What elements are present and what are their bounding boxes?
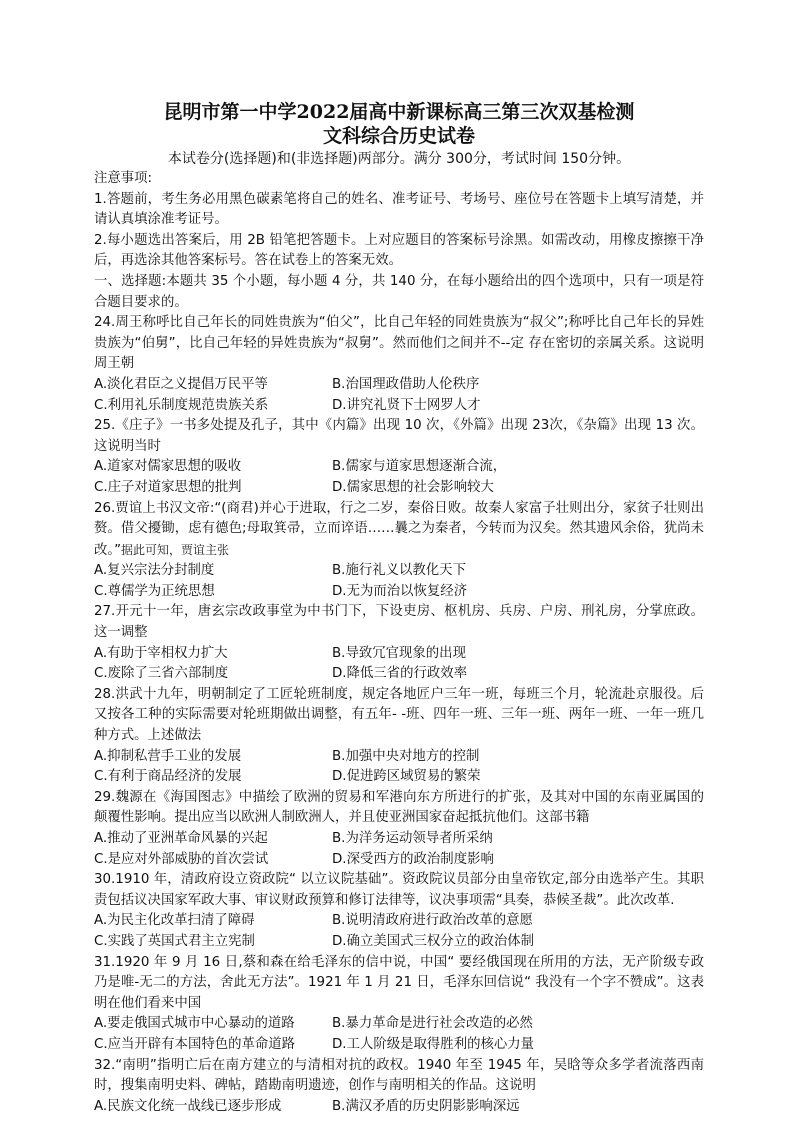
question-options [94,911,704,952]
question-options [94,1097,704,1118]
question-31 [94,953,704,1056]
option-b: B.暴力革命是进行社会改造的必然 [332,1016,533,1032]
question-options [94,375,704,416]
option-c: C.应当开辟有本国特色的革命道路 [94,1036,296,1052]
option-b: B.导致冗官现象的出现 [332,645,466,661]
exam-subtitle: 本试卷分(选择题)和(非选择题)两部分。满分 300分，考试时间 150分钟。 [167,151,631,167]
question-32 [94,1056,704,1118]
option-a: A.道家对儒家思想的吸收 [94,459,242,475]
question-options [94,747,704,788]
question-options [94,561,704,602]
option-d: D.工人阶级是取得胜利的核心力量 [332,1036,535,1052]
option-a: A.民族文化统一战线已逐步形成 [94,1098,282,1114]
option-d: D.促进跨区域贸易的繁荣 [332,769,481,785]
option-b: B.为洋务运动领导者所采纳 [332,831,493,846]
option-d: D.深受西方的政治制度影响 [332,851,494,867]
option-a: A.推动了亚洲革命风暴的兴起 [94,831,268,846]
question-stem: 29.魏源在《海国图志》中描绘了欧洲的贸易和军港向东方所进行的扩张，及其对中国的东南亚属国的颠覆性影响。提出应当以欧洲人制欧洲人，并且使亚洲国家奋起抵抗他们。这部书籍 [94,789,704,826]
question-27 [94,602,704,684]
option-c: C.是应对外部威胁的首次尝试 [94,851,269,867]
option-b: B.施行礼义以教化天下 [332,563,466,579]
option-d: D.确立美国式三权分立的政治体制 [332,933,535,949]
option-c: C.尊儒学为正统思想 [94,583,215,599]
option-a: A.复兴宗法分封制度 [94,563,215,579]
option-d: D.儒家思想的社会影响较大 [332,479,494,495]
question-options [94,457,704,498]
exam-title-line2: 文科综合历史试卷 [322,125,475,147]
option-b: B.加强中央对地方的控制 [332,748,480,764]
notice-heading: 注意事项: [94,171,153,186]
option-c: C.有利于商品经济的发展 [94,769,242,785]
option-a: A.为民主化改革扫清了障碍 [94,913,255,929]
question-30 [94,870,704,952]
stem-note: 据此可知，贾谊主张 [121,542,230,557]
question-stem: 24.周王称呼比自己年长的同姓贵族为“伯父”，比自己年轻的同姓贵族为“叔父”;称呼比自己年长的异姓贵族为“伯舅”，比自己年轻的异姓贵族为“叔舅”。然而他们之间并不--定 存在密切的亲属关系。这说明周王朝 [94,315,704,372]
option-a: A.有助于宰相权力扩大 [94,645,228,661]
option-b: B.满汉矛盾的历史阴影影响深远 [332,1098,520,1114]
option-b: B.儒家与道家思想逐渐合流， [332,459,507,475]
option-c: C.利用礼乐制度规范贵族关系 [94,397,269,413]
option-c: C.实践了英国式君主立宪制 [94,933,255,949]
question-26 [94,499,704,603]
question-options [94,829,704,870]
option-a: A.抑制私营手工业的发展 [94,748,242,764]
question-28 [94,685,704,788]
stem-text: 26.贾谊上书汉文帝:“(商君)并心于进取，行之二岁，秦俗日败。故秦人家富子壮则出分，家贫子壮则出赘。借父擾锄，虑有德色;母取箕帚，立而谇语……曩之为秦者，今转而为汉矣。然其遗风余俗，犹尚未改。” [94,500,704,558]
notice-item-1: 1.答题前，考生务必用黑色碳素笔将自己的姓名、准考证号、考场号、座位号在答题卡上填写清楚，并请认真填涂准考证号。 [94,191,704,228]
question-stem [94,499,704,562]
option-b: B.说明清政府进行政治改革的意愿 [332,913,533,929]
option-b: B.治国理政借助人伦秩序 [332,376,480,392]
option-d: D.降低三省的行政效率 [332,666,468,682]
question-stem: 28.洪武十九年，明朝制定了工匠轮班制度，规定各地匠户三年一班，每班三个月，轮流赴京服役。后又按各工种的实际需要对轮班期做出调整，有五年- -班、四年一班、三年一班、两年一班、一年一班几种方式。上述做法 [94,686,704,744]
section-intro: 一、选择题:本题共 35 个小题，每小题 4 分，共 140 分，在每小题给出的四个选项中，只有一项是符合题目要求的。 [94,273,704,310]
question-29 [94,788,704,870]
question-options [94,644,704,685]
option-c: C.庄子对道家思想的批判 [94,479,242,495]
question-stem: 25.《庄子》一书多处提及孔子，其中《内篇》出现 10 次，《外篇》出现 23次，《杂篇》出现 13 次。这说明当时 [94,418,704,454]
exam-title-line1: 昆明市第一中学2022届高中新课标高三第三次双基检测 [163,101,635,123]
question-24 [94,313,704,416]
exam-page [94,100,704,1117]
question-stem: 32.“南明”指明亡后在南方建立的与清相对抗的政权。1940 年至 1945 年，吴晗等众多学者流落西南时，搜集南明史料、碑帖，踏勘南明遗迹，创作与南明相关的作品。这说明 [94,1057,704,1094]
question-stem: 30.1910 年，清政府设立资政院“ 以立议院基础”。资政院议员部分由皇帝钦定,部分由选举产生。其职责包括议决国家军政大事、审议财政预算和修订法律等，议决事项需“具奏，恭候圣裁”。此次改革. [94,872,704,908]
question-stem: 27.开元十一年，唐玄宗改政事堂为中书门下，下设吏房、枢机房、兵房、户房、刑礼房，分掌庶政。这一调整 [94,604,704,641]
option-a: A.淡化君臣之义提倡万民平等 [94,376,268,392]
option-d: D.无为而治以恢复经济 [332,583,468,599]
option-c: C.废除了三省六部制度 [94,666,229,682]
question-options [94,1014,704,1055]
option-a: A.要走俄国式城市中心暴动的道路 [94,1016,295,1032]
question-stem: 31.1920 年 9 月 16 日,蔡和森在给毛泽东的信中说，中国“ 要经俄国现在所用的方法，无产阶级专政乃是唯-无二的方法，舍此无方法”。1921 年 1 月 21 日，毛泽东回信说“ 我没有一个字不赞成”。这表明在他们看来中国 [94,954,704,1011]
question-25 [94,416,704,498]
option-d: D.讲究礼贤下士网罗人才 [332,397,481,413]
notice-item-2: 2.每小题选出答案后，用 2B 铅笔把答题卡。上对应题目的答案标号涂黑。如需改动，用橡皮擦擦干净后，再选涂其他答案标号。答在试卷上的答案无效。 [94,232,704,269]
